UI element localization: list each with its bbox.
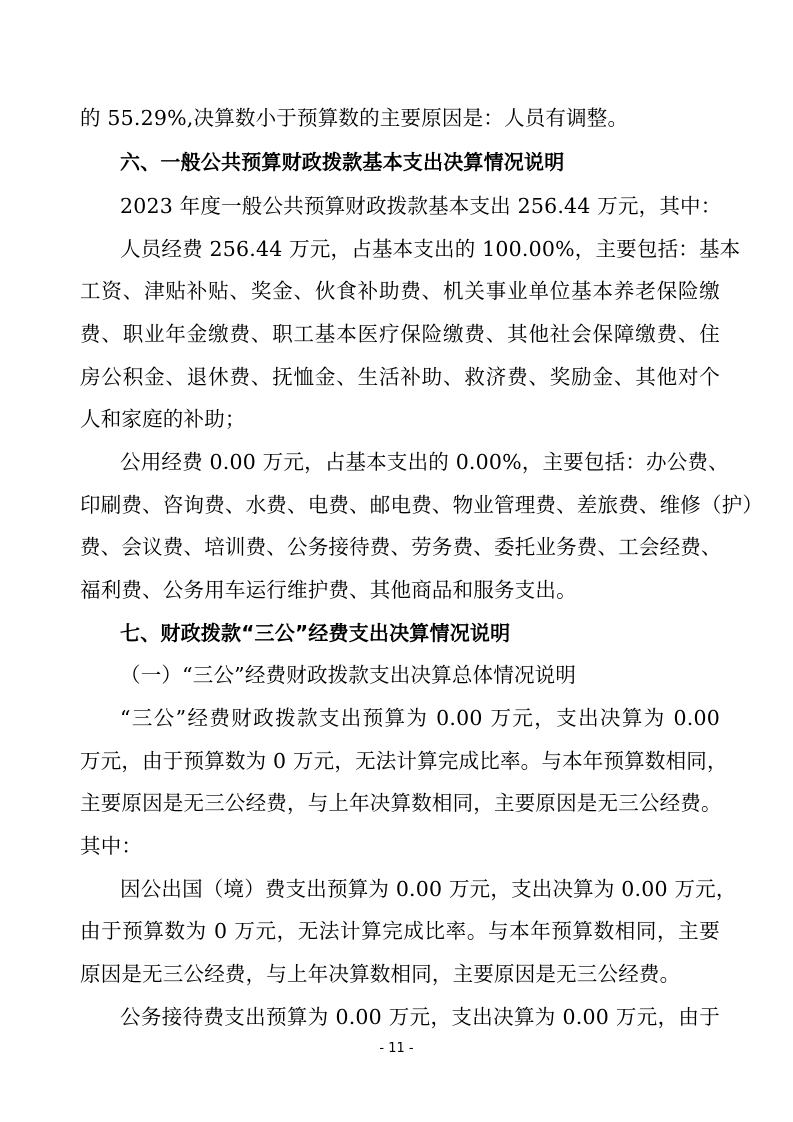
paragraph-line: 公用经费 0.00 万元，占基本支出的 0.00%，主要包括：办公费、 xyxy=(120,450,729,474)
paragraph-line: 费、职业年金缴费、职工基本医疗保险缴费、其他社会保障缴费、住 xyxy=(80,322,720,346)
paragraph-line: 原因是无三公经费，与上年决算数相同，主要原因是无三公经费。 xyxy=(80,962,681,986)
paragraph-line: 工资、津贴补贴、奖金、伙食补助费、机关事业单位基本养老保险缴 xyxy=(80,279,720,303)
paragraph-line: 人员经费 256.44 万元，占基本支出的 100.00%，主要包括：基本 xyxy=(120,237,741,261)
paragraph-line: 主要原因是无三公经费，与上年决算数相同，主要原因是无三公经费。 xyxy=(80,791,722,815)
paragraph-line: 人和家庭的补助； xyxy=(80,407,246,431)
subsection-heading: （一）“三公”经费财政拨款支出决算总体情况说明 xyxy=(120,663,577,687)
paragraph-line: 由于预算数为 0 万元，无法计算完成比率。与本年预算数相同，主要 xyxy=(80,919,720,943)
paragraph-line: 印刷费、咨询费、水费、电费、邮电费、物业管理费、差旅费、维修（护） xyxy=(80,493,764,517)
section-heading-7: 七、财政拨款“三公”经费支出决算情况说明 xyxy=(120,621,511,645)
paragraph-line: 房公积金、退休费、抚恤金、生活补助、救济费、奖励金、其他对个 xyxy=(80,365,720,389)
paragraph-line: “三公”经费财政拨款支出预算为 0.00 万元，支出决算为 0.00 xyxy=(120,706,720,730)
paragraph-line: 万元，由于预算数为 0 万元，无法计算完成比率。与本年预算数相同， xyxy=(80,749,728,773)
paragraph-line: 其中： xyxy=(80,834,143,858)
page-number: - 11 - xyxy=(379,1041,414,1056)
paragraph-line: 福利费、公务用车运行维护费、其他商品和服务支出。 xyxy=(80,578,577,602)
paragraph-line: 的 55.29%,决算数小于预算数的主要原因是：人员有调整。 xyxy=(80,106,629,130)
section-heading-6: 六、一般公共预算财政拨款基本支出决算情况说明 xyxy=(120,150,565,174)
paragraph-line: 费、会议费、培训费、公务接待费、劳务费、委托业务费、工会经费、 xyxy=(80,535,722,559)
paragraph-line: 2023 年度一般公共预算财政拨款基本支出 256.44 万元，其中： xyxy=(120,194,722,218)
paragraph-line: 因公出国（境）费支出预算为 0.00 万元，支出决算为 0.00 万元， xyxy=(120,877,737,901)
paragraph-line: 公务接待费支出预算为 0.00 万元，支出决算为 0.00 万元，由于 xyxy=(120,1005,720,1029)
